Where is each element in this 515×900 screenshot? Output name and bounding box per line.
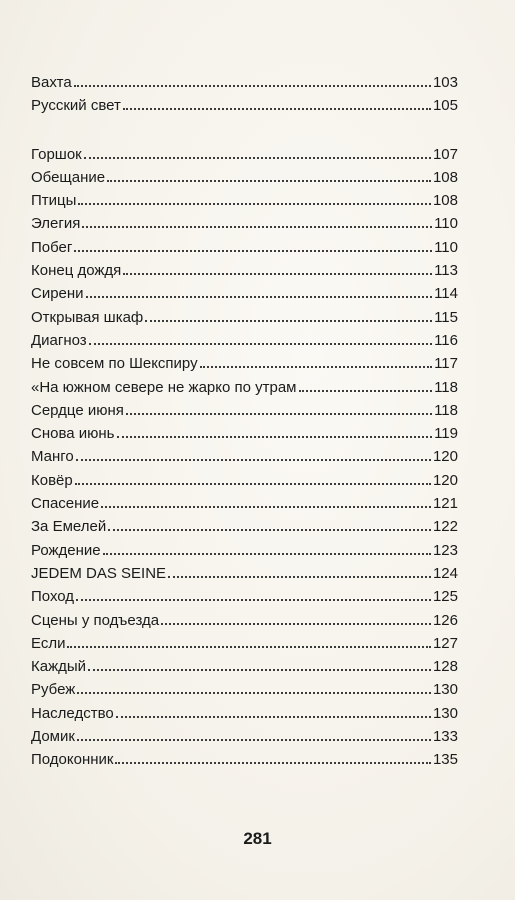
toc-entry-page: 120 — [432, 471, 458, 489]
toc-entry-page: 128 — [432, 658, 458, 676]
dot-leader — [126, 413, 432, 415]
toc-entry-page: 115 — [434, 308, 458, 326]
toc-entry-title: JEDEM DAS SEINE — [31, 564, 167, 582]
toc-entry — [31, 632, 458, 655]
dot-leader — [67, 646, 431, 648]
toc-entry-title: Горшок — [31, 145, 82, 163]
toc-entry — [31, 306, 458, 329]
toc-entry — [31, 515, 458, 538]
toc-entry — [31, 143, 458, 166]
dot-leader — [84, 157, 431, 159]
toc-entry-page: 119 — [434, 425, 458, 443]
dot-leader — [123, 273, 432, 275]
toc-entry-title: Сирени — [31, 285, 84, 303]
toc-entry-title: Побег — [31, 238, 73, 256]
dot-leader — [117, 436, 433, 438]
toc-entry — [31, 748, 458, 771]
dot-leader — [89, 343, 432, 345]
toc-entry-page: 130 — [432, 681, 458, 699]
dot-leader — [299, 390, 433, 392]
toc-entry-title: Наследство — [31, 704, 114, 722]
toc-entry — [31, 609, 458, 632]
toc-entry-page: 114 — [434, 285, 458, 303]
dot-leader — [123, 108, 431, 110]
table-of-contents — [31, 71, 458, 772]
toc-entry-title: Если — [31, 634, 66, 652]
dot-leader — [108, 529, 431, 531]
toc-entry — [31, 236, 458, 259]
toc-entry-page: 135 — [432, 751, 458, 769]
dot-leader — [168, 576, 431, 578]
toc-entry-page: 103 — [432, 74, 458, 91]
toc-entry-page: 120 — [432, 448, 458, 466]
toc-entry-title: Русский свет — [31, 97, 121, 115]
toc-entry-title: Конец дождя — [31, 262, 122, 280]
toc-entry-title: Обещание — [31, 168, 106, 186]
dot-leader — [77, 692, 431, 694]
dot-leader — [74, 250, 432, 252]
toc-entry — [31, 376, 458, 399]
toc-section-2 — [31, 143, 458, 772]
toc-entry — [31, 259, 458, 282]
toc-entry — [31, 655, 458, 678]
toc-entry-title: Диагноз — [31, 331, 87, 349]
toc-entry — [31, 585, 458, 608]
toc-entry — [31, 94, 458, 117]
dot-leader — [77, 739, 431, 741]
dot-leader — [200, 366, 432, 368]
toc-section-1 — [31, 71, 458, 118]
toc-entry-title: Каждый — [31, 658, 87, 676]
toc-entry — [31, 71, 458, 94]
toc-entry — [31, 352, 458, 375]
toc-entry — [31, 282, 458, 305]
toc-entry-title: Сцены у подъезда — [31, 611, 160, 629]
toc-entry — [31, 329, 458, 352]
toc-entry — [31, 189, 458, 212]
toc-entry — [31, 422, 458, 445]
dot-leader — [161, 623, 431, 625]
toc-entry-page: 124 — [432, 564, 458, 582]
toc-entry-title: Снова июнь — [31, 425, 115, 443]
toc-entry — [31, 562, 458, 585]
toc-entry-page: 123 — [432, 541, 458, 559]
toc-entry-title: Открывая шкаф — [31, 308, 144, 326]
toc-entry-page: 110 — [434, 238, 458, 256]
toc-entry-title: Птицы — [31, 192, 77, 210]
dot-leader — [107, 180, 431, 182]
toc-entry-title: Домик — [31, 728, 75, 746]
dot-leader — [76, 599, 431, 601]
toc-entry — [31, 702, 458, 725]
dot-leader — [101, 506, 431, 508]
toc-entry-title: Рубеж — [31, 681, 76, 699]
toc-entry — [31, 492, 458, 515]
toc-entry-page: 118 — [434, 378, 458, 396]
dot-leader — [74, 85, 431, 87]
toc-entry-page: 110 — [434, 215, 458, 233]
toc-entry-page: 130 — [432, 704, 458, 722]
toc-entry-page: 121 — [432, 495, 458, 513]
toc-entry-page: 105 — [432, 97, 458, 115]
toc-entry-title: «На южном севере не жарко по утрам — [31, 378, 297, 396]
dot-leader — [145, 320, 432, 322]
dot-leader — [115, 762, 430, 764]
toc-entry-page: 122 — [432, 518, 458, 536]
dot-leader — [103, 553, 431, 555]
toc-entry-page: 108 — [432, 192, 458, 210]
toc-entry-page: 118 — [434, 401, 458, 419]
toc-entry — [31, 399, 458, 422]
toc-entry-page: 108 — [432, 168, 458, 186]
toc-entry-title: Спасение — [31, 495, 100, 513]
toc-entry-page: 116 — [434, 331, 458, 349]
toc-entry-page: 126 — [432, 611, 458, 629]
toc-entry — [31, 678, 458, 701]
dot-leader — [82, 226, 432, 228]
toc-entry-page: 125 — [432, 588, 458, 606]
toc-entry-page: 107 — [432, 145, 458, 163]
dot-leader — [88, 669, 431, 671]
toc-entry-title: Не совсем по Шекспиру — [31, 355, 198, 373]
toc-entry-title: Манго — [31, 448, 74, 466]
toc-entry — [31, 166, 458, 189]
toc-entry-page: 127 — [432, 634, 458, 652]
toc-entry-title: Сердце июня — [31, 401, 124, 419]
dot-leader — [86, 296, 433, 298]
toc-entry — [31, 539, 458, 562]
toc-entry — [31, 445, 458, 468]
toc-entry-title: Подоконник — [31, 751, 114, 769]
toc-entry-page: 117 — [434, 355, 458, 373]
toc-entry — [31, 469, 458, 492]
toc-entry-title: Ковёр — [31, 471, 73, 489]
toc-entry-page: 113 — [434, 262, 458, 280]
dot-leader — [76, 459, 431, 461]
toc-entry-title: Поход — [31, 588, 75, 606]
dot-leader — [78, 203, 431, 205]
toc-entry-title: Элегия — [31, 215, 81, 233]
toc-entry-title: Рождение — [31, 541, 101, 559]
toc-entry — [31, 212, 458, 235]
toc-entry-title: За Емелей — [31, 518, 107, 536]
dot-leader — [75, 483, 431, 485]
dot-leader — [116, 716, 431, 718]
toc-entry-page: 133 — [432, 728, 458, 746]
toc-entry — [31, 725, 458, 748]
toc-entry-title: Вахта — [31, 74, 72, 91]
page-number: 281 — [243, 829, 272, 848]
